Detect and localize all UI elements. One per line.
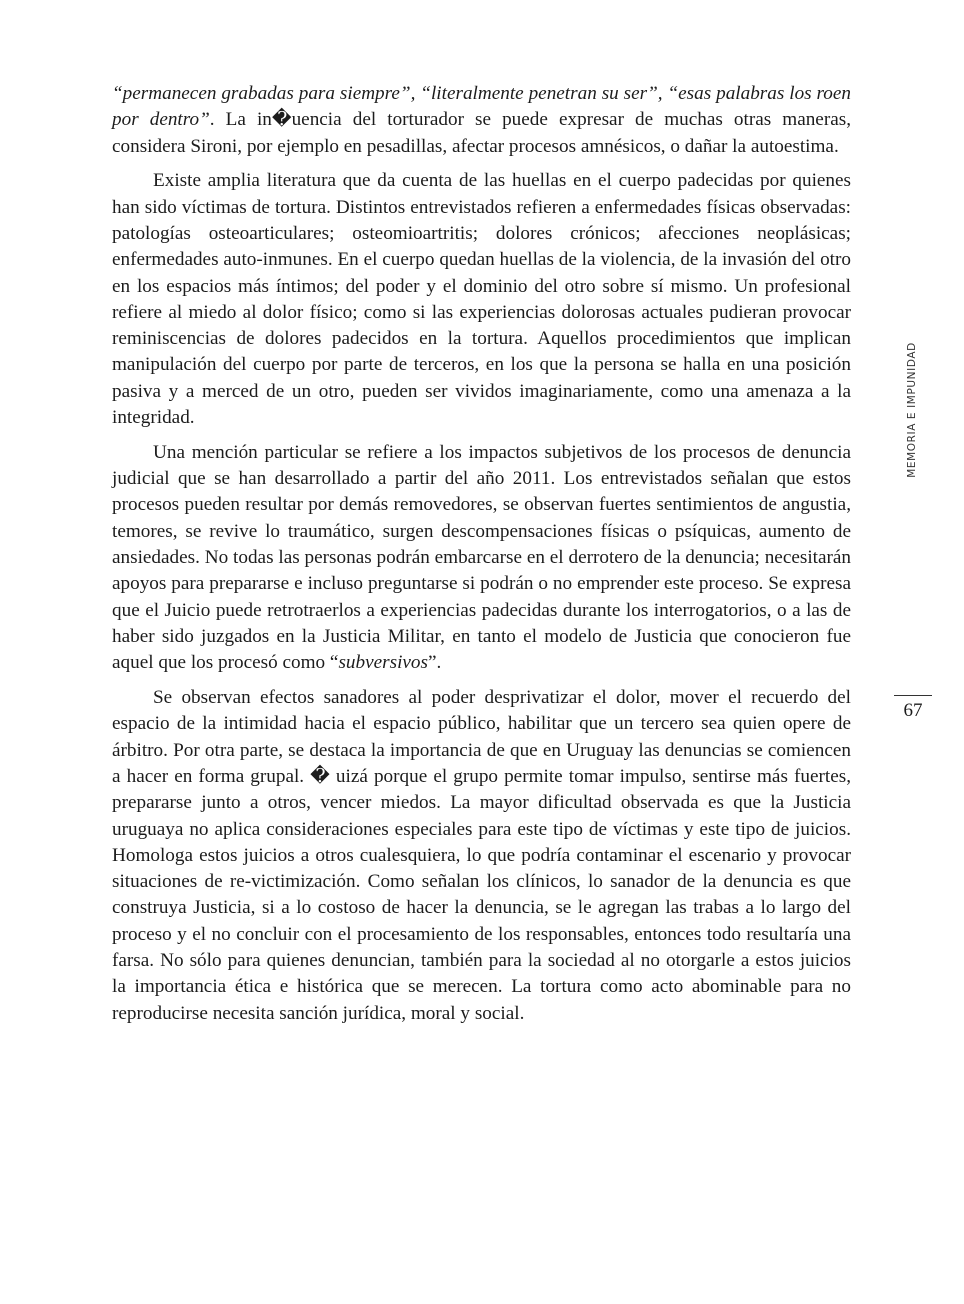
paragraph-4: Se observan efectos sanadores al poder desprivatizar el dolor, mover el recuerdo del espacio de la intimidad hacia el espacio público, habilitar que un tercero sea quien opere de árbitro. Por otra parte, se destaca la importancia de que en Uruguay las denuncias se comiencen a hacer en forma grupal. � uizá porque el grupo permite tomar impulso, sentirse más fuertes, prepararse junto a otros, vencer miedos. La mayor dificultad observada es que la Justicia uruguaya no aplica consideraciones especiales para este tipo de víctimas y este tipo de juicios. Homologa estos juicios a otros cualesquiera, lo que podría contaminar el escenario y provocar situaciones de re-victimización. Como señalan los clínicos, lo sanador de la denuncia es que construya Justicia, si a lo costoso de hacer la denuncia, se le agregan las trabas a lo largo del proceso y el no concluir con el procesamiento de los responsables, entonces todo resultaría una farsa. No sólo para quienes denuncian, también para la sociedad al no otorgarle a estos juicios la importancia ética e histórica que se merecen. La tortura como acto abominable para no reproducirse necesita sanción jurídica, moral y social. [112,687,851,1024]
paragraph-3 [112,440,851,677]
page-number-rule [894,695,932,696]
quoted-phrases: “permanecen grabadas para siempre”, “literalmente penetran su ser”, “esas palabras los roen por dentro” [112,83,851,131]
emphasis-subversivos: subversivos [338,652,428,674]
page-number: 67 [903,700,923,721]
paragraph-1 [112,81,851,160]
paragraph-2: Existe amplia literatura que da cuenta de las huellas en el cuerpo padecidas por quienes han sido víctimas de tortura. Distintos entrevistados refieren a enfermedades físicas observadas: patologías osteoarticulares; osteomioartritis; dolores crónicos; afecciones neoplásicas; enfermedades auto-inmunes. En el cuerpo quedan huellas de la violencia, de la invasión del otro en los espacios más íntimos; del poder y el dominio del otro sobre sí mismo. Un profesional refiere al miedo al dolor físico; como si las experiencias dolorosas actuales pudieran provocar reminiscencias de dolores padecidos en la tortura. Aquellos procedimientos que implican manipulación del cuerpo por parte de terceros, en los que la persona se halla en una posición pasiva y a merced de un otro, pueden ser vividos imaginariamente, como una amenaza a la integridad. [112,170,851,429]
paragraph-3-closing: ”. [427,652,442,674]
paragraph-3-text: Una mención particular se refiere a los impactos subjetivos de los procesos de denuncia judicial que se han desarrollado a partir del año 2011. Los entrevistados señalan que estos procesos pueden resultar por demás removedores, se observan fuertes sentimientos de angustia, temores, se revive lo traumático, surgen descompensaciones físicas o psíquicas, aumento de ansiedades. No todas las personas podrán embarcarse en el derrotero de la denuncia; necesitarán apoyos para prepararse e incluso preguntarse si podrán o no emprender este proceso. Se expresa que el Juicio puede retrotraerlos a experiencias padecidas durante los interrogatorios, o a las de haber sido juzgados en la Justicia Militar, en tanto el modelo de Justicia que conocieron fue aquel que los procesó como “ [112,441,851,674]
paragraph-1-text: . La in�uencia del torturador se puede expresar de muchas otras maneras, considera Sironi, por ejemplo en pesadillas, afectar procesos amnésicos, o dañar la autoestima. [112,109,851,157]
body-text [112,81,851,1027]
running-head: MEMORIA E IMPUNIDAD [906,342,918,478]
